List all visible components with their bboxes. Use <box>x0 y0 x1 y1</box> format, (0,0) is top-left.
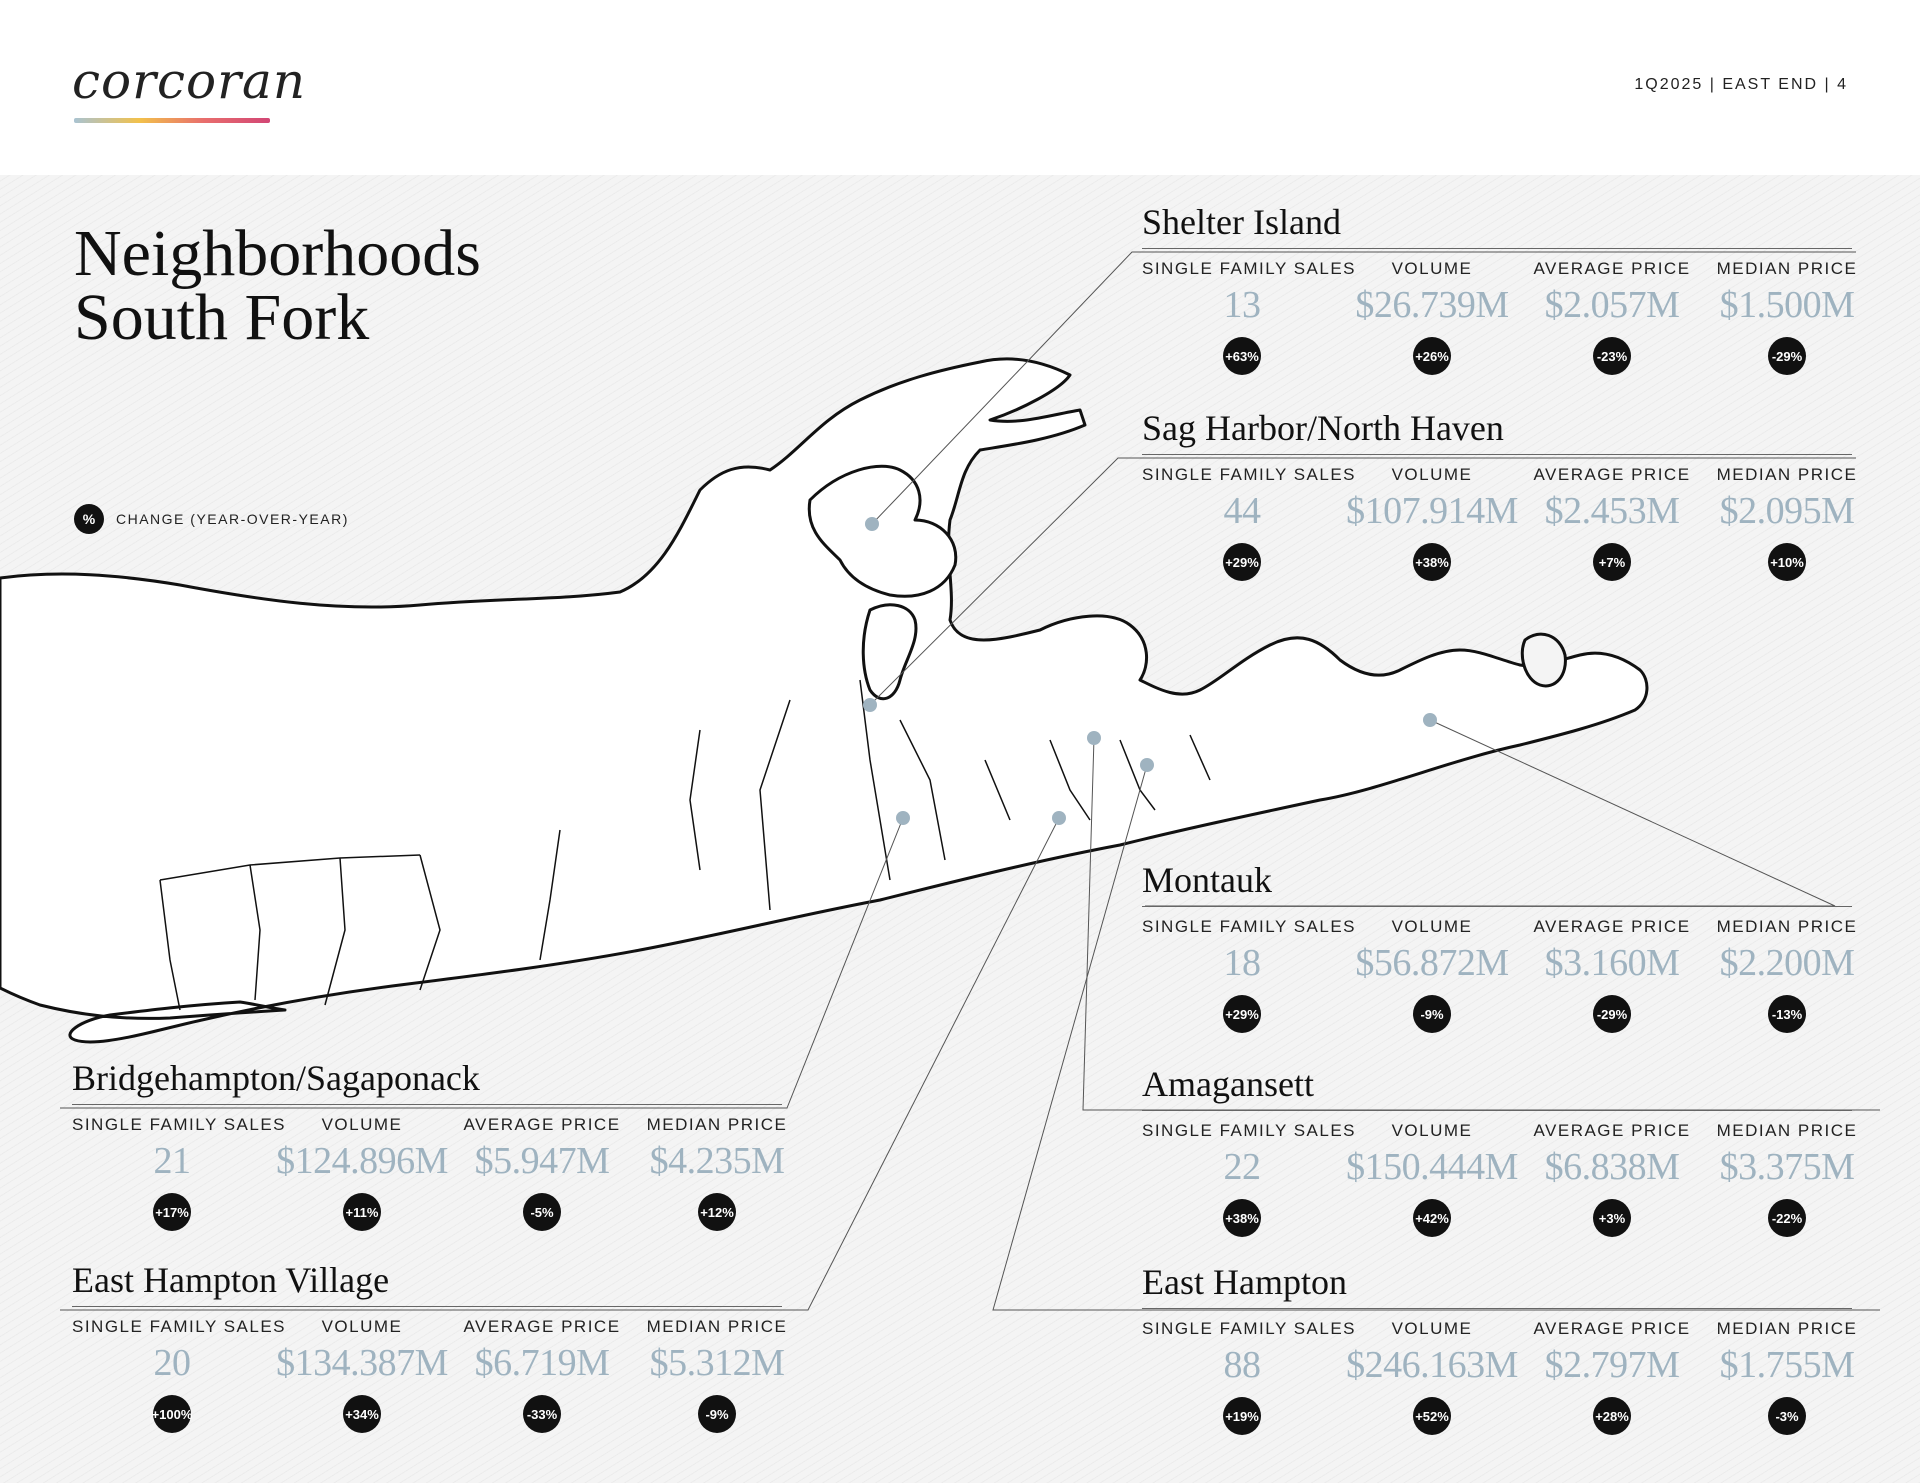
marker-montauk <box>1423 713 1437 727</box>
change-badge: -33% <box>523 1395 561 1433</box>
change-badge: +42% <box>1413 1199 1451 1237</box>
divider <box>1142 1308 1852 1309</box>
neighborhood-east-hampton-village <box>72 1258 788 1433</box>
change-badge: +63% <box>1223 337 1261 375</box>
change-badge: +11% <box>343 1193 381 1231</box>
neighborhood-name: East Hampton <box>1142 1262 1347 1302</box>
column-label: SINGLE FAMILY SALES <box>1142 917 1357 936</box>
column-label: AVERAGE PRICE <box>1533 917 1691 936</box>
change-badge: +29% <box>1223 995 1261 1033</box>
single-family-sales-value: 21 <box>153 1140 191 1182</box>
average-price-value: $2.453M <box>1544 490 1680 532</box>
change-badge: -5% <box>523 1193 561 1231</box>
column-label: AVERAGE PRICE <box>1533 465 1691 484</box>
column-label: MEDIAN PRICE <box>1716 917 1858 936</box>
single-family-sales-value: 44 <box>1223 490 1261 532</box>
column-label: MEDIAN PRICE <box>646 1317 788 1336</box>
median-price-value: $2.095M <box>1719 490 1855 532</box>
neighborhood-montauk <box>1142 858 1858 1033</box>
percent-icon: % <box>74 504 104 534</box>
column-label: SINGLE FAMILY SALES <box>1142 1319 1357 1338</box>
change-badge: +28% <box>1593 1397 1631 1435</box>
column-label: MEDIAN PRICE <box>1716 1121 1858 1140</box>
change-badge: +26% <box>1413 337 1451 375</box>
divider <box>1142 906 1852 907</box>
legend-label: CHANGE (YEAR-OVER-YEAR) <box>116 511 349 527</box>
column-label: VOLUME <box>321 1115 403 1134</box>
average-price-value: $6.838M <box>1544 1146 1680 1188</box>
change-badge: +7% <box>1593 543 1631 581</box>
column-label: VOLUME <box>1391 465 1473 484</box>
title-line-1: Neighborhoods <box>74 217 481 290</box>
neighborhood-name: Montauk <box>1142 860 1272 900</box>
median-price-value: $2.200M <box>1719 942 1855 984</box>
volume-value: $107.914M <box>1346 490 1518 532</box>
title-line-2: South Fork <box>74 281 370 354</box>
column-label: SINGLE FAMILY SALES <box>1142 259 1357 278</box>
neighborhood-name: Sag Harbor/North Haven <box>1142 408 1504 448</box>
single-family-sales-value: 18 <box>1223 942 1261 984</box>
change-badge: +38% <box>1413 543 1451 581</box>
column-label: MEDIAN PRICE <box>1716 465 1858 484</box>
marker-sag-harbor <box>863 698 877 712</box>
marker-amagansett <box>1087 731 1101 745</box>
divider <box>72 1104 782 1105</box>
marker-east-hampton <box>1140 758 1154 772</box>
change-badge: -23% <box>1593 337 1631 375</box>
marker-east-hampton-village <box>1052 811 1066 825</box>
change-badge: +3% <box>1593 1199 1631 1237</box>
volume-value: $150.444M <box>1346 1146 1518 1188</box>
single-family-sales-value: 22 <box>1223 1146 1261 1188</box>
average-price-value: $6.719M <box>474 1342 610 1384</box>
average-price-value: $5.947M <box>474 1140 610 1182</box>
change-badge: +34% <box>343 1395 381 1433</box>
divider <box>1142 1110 1852 1111</box>
column-label: AVERAGE PRICE <box>1533 1319 1691 1338</box>
median-price-value: $4.235M <box>649 1140 785 1182</box>
column-label: AVERAGE PRICE <box>1533 259 1691 278</box>
volume-value: $124.896M <box>276 1140 448 1182</box>
divider <box>1142 454 1852 455</box>
single-family-sales-value: 13 <box>1223 284 1261 326</box>
median-price-value: $1.755M <box>1719 1344 1855 1386</box>
column-label: VOLUME <box>1391 917 1473 936</box>
volume-value: $56.872M <box>1355 942 1509 984</box>
change-badge: +52% <box>1413 1397 1451 1435</box>
corcoran-logo: corcoran <box>72 52 307 110</box>
column-label: SINGLE FAMILY SALES <box>72 1317 287 1336</box>
change-badge: -9% <box>1413 995 1451 1033</box>
neighborhood-name: Shelter Island <box>1142 202 1341 242</box>
median-price-value: $5.312M <box>649 1342 785 1384</box>
change-badge: +10% <box>1768 543 1806 581</box>
column-label: VOLUME <box>1391 1121 1473 1140</box>
change-badge: +19% <box>1223 1397 1261 1435</box>
change-badge: -13% <box>1768 995 1806 1033</box>
single-family-sales-value: 88 <box>1223 1344 1261 1386</box>
single-family-sales-value: 20 <box>153 1342 191 1384</box>
neighborhood-bridgehampton <box>72 1056 788 1231</box>
change-badge: -9% <box>698 1395 736 1433</box>
column-label: SINGLE FAMILY SALES <box>72 1115 287 1134</box>
change-badge: +100% <box>153 1395 191 1433</box>
change-badge: -29% <box>1768 337 1806 375</box>
column-label: MEDIAN PRICE <box>1716 259 1858 278</box>
average-price-value: $2.797M <box>1544 1344 1680 1386</box>
neighborhood-name: Amagansett <box>1142 1064 1314 1104</box>
column-label: VOLUME <box>321 1317 403 1336</box>
montauk-lake <box>1522 634 1565 686</box>
median-price-value: $3.375M <box>1719 1146 1855 1188</box>
marker-shelter-island <box>865 517 879 531</box>
average-price-value: $2.057M <box>1544 284 1680 326</box>
column-label: SINGLE FAMILY SALES <box>1142 465 1357 484</box>
change-badge: +17% <box>153 1193 191 1231</box>
divider <box>72 1306 782 1307</box>
change-badge: -3% <box>1768 1397 1806 1435</box>
column-label: MEDIAN PRICE <box>1716 1319 1858 1338</box>
median-price-value: $1.500M <box>1719 284 1855 326</box>
column-label: VOLUME <box>1391 259 1473 278</box>
report-label: 1Q2025 | EAST END | 4 <box>1634 76 1848 93</box>
column-label: AVERAGE PRICE <box>463 1317 621 1336</box>
neighborhood-east-hampton <box>1142 1260 1858 1435</box>
volume-value: $246.163M <box>1346 1344 1518 1386</box>
column-label: MEDIAN PRICE <box>646 1115 788 1134</box>
neighborhood-name: Bridgehampton/Sagaponack <box>72 1058 480 1098</box>
average-price-value: $3.160M <box>1544 942 1680 984</box>
divider <box>1142 248 1852 249</box>
change-badge: +12% <box>698 1193 736 1231</box>
column-label: AVERAGE PRICE <box>1533 1121 1691 1140</box>
column-label: SINGLE FAMILY SALES <box>1142 1121 1357 1140</box>
change-badge: -29% <box>1593 995 1631 1033</box>
neighborhood-amagansett <box>1142 1062 1858 1237</box>
change-badge: +29% <box>1223 543 1261 581</box>
neighborhood-sag-harbor <box>1142 406 1858 581</box>
marker-bridgehampton <box>896 811 910 825</box>
volume-value: $26.739M <box>1355 284 1509 326</box>
change-badge: -22% <box>1768 1199 1806 1237</box>
change-badge: +38% <box>1223 1199 1261 1237</box>
neighborhood-name: East Hampton Village <box>72 1260 390 1300</box>
column-label: AVERAGE PRICE <box>463 1115 621 1134</box>
neighborhood-shelter-island <box>1142 200 1858 375</box>
column-label: VOLUME <box>1391 1319 1473 1338</box>
volume-value: $134.387M <box>276 1342 448 1384</box>
